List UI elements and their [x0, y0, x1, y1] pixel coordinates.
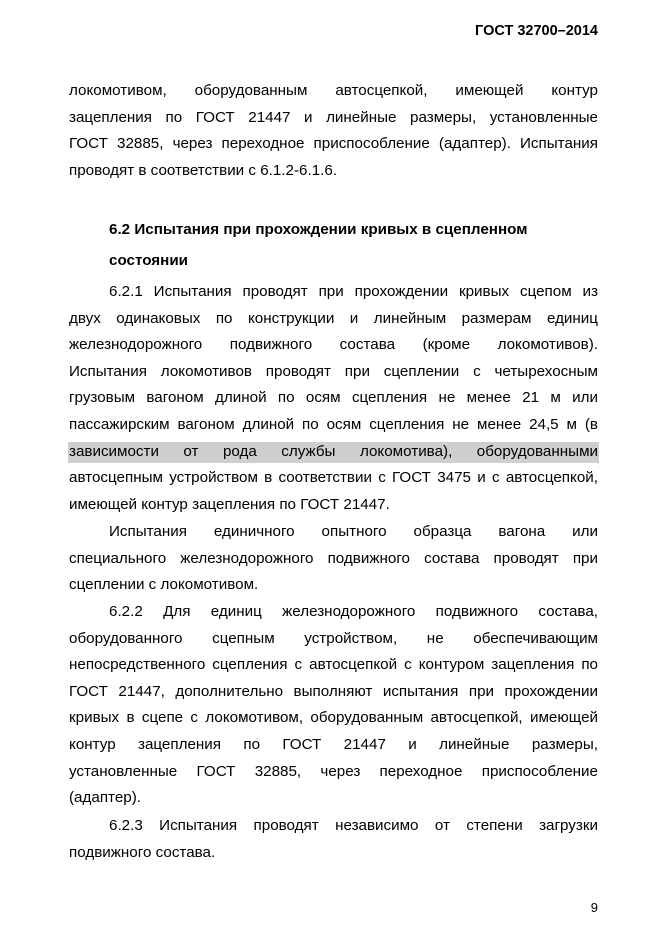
section-heading-line: состоянии	[109, 252, 188, 269]
text-line: сцеплении с локомотивом.	[69, 576, 259, 594]
text-line: 6.2.1 Испытания проводят при прохождении кривых сцепом из	[109, 283, 598, 300]
text-line: специального железнодорожного подвижного состава проводят при	[69, 549, 598, 567]
text-line: 6.2.3 Испытания проводят независимо от степени загрузки	[109, 817, 598, 834]
continuation-paragraph	[69, 78, 598, 184]
section-heading-line: 6.2 Испытания при прохождении кривых в сцепленном	[109, 221, 528, 238]
paragraph-6-2-1	[69, 279, 598, 518]
text-line: двух одинаковых по конструкции и линейным размерам единиц	[69, 309, 598, 327]
text-line: локомотивом, оборудованным автосцепкой, имеющей контур	[69, 82, 598, 99]
text-line: железнодорожного подвижного состава (кроме локомотивов).	[69, 336, 598, 354]
text-line: контур зацепления по ГОСТ 21447 и линейные размеры,	[69, 735, 598, 753]
document-id-header: ГОСТ 32700–2014	[475, 23, 598, 39]
page-number: 9	[590, 900, 598, 915]
text-line: проводят в соответствии с 6.1.2-6.1.6.	[69, 161, 338, 179]
paragraph-single-specimen	[69, 519, 598, 599]
text-line: (адаптер).	[69, 789, 141, 807]
text-line: ГОСТ 32885, через переходное приспособление (адаптер). Испытания	[69, 135, 598, 153]
text-line-highlighted: зависимости от рода службы локомотива), оборудованными	[69, 442, 598, 460]
text-line: Испытания локомотивов проводят при сцеплении с четырехосным	[69, 362, 598, 380]
text-line: подвижного состава.	[69, 843, 216, 861]
text-line: оборудованного сцепным устройством, не обеспечивающим	[69, 629, 598, 647]
text-line: ГОСТ 21447, дополнительно выполняют испытания при прохождении	[69, 682, 598, 700]
text-line: автосцепным устройством в соответствии с ГОСТ 3475 и с автосцепкой,	[69, 469, 598, 487]
paragraph-6-2-2	[69, 599, 598, 812]
paragraph-6-2-3	[69, 813, 598, 866]
text-line: 6.2.2 Для единиц железнодорожного подвижного состава,	[109, 603, 598, 620]
text-line: установленные ГОСТ 32885, через переходное приспособление	[69, 762, 598, 780]
text-line: зацепления по ГОСТ 21447 и линейные размеры, установленные	[69, 108, 598, 126]
text-line: пассажирским вагоном длиной по осям сцепления не менее 24,5 м (в	[69, 415, 598, 433]
text-line: Испытания единичного опытного образца вагона или	[109, 523, 598, 540]
text-line: кривых в сцепе с локомотивом, оборудованным автосцепкой, имеющей	[69, 709, 598, 727]
text-line: имеющей контур зацепления по ГОСТ 21447.	[69, 495, 390, 513]
section-heading	[109, 214, 589, 276]
text-line: грузовым вагоном длиной по осям сцепления не менее 21 м или	[69, 389, 598, 407]
text-line: непосредственного сцепления с автосцепкой с контуром зацепления по	[69, 656, 598, 674]
